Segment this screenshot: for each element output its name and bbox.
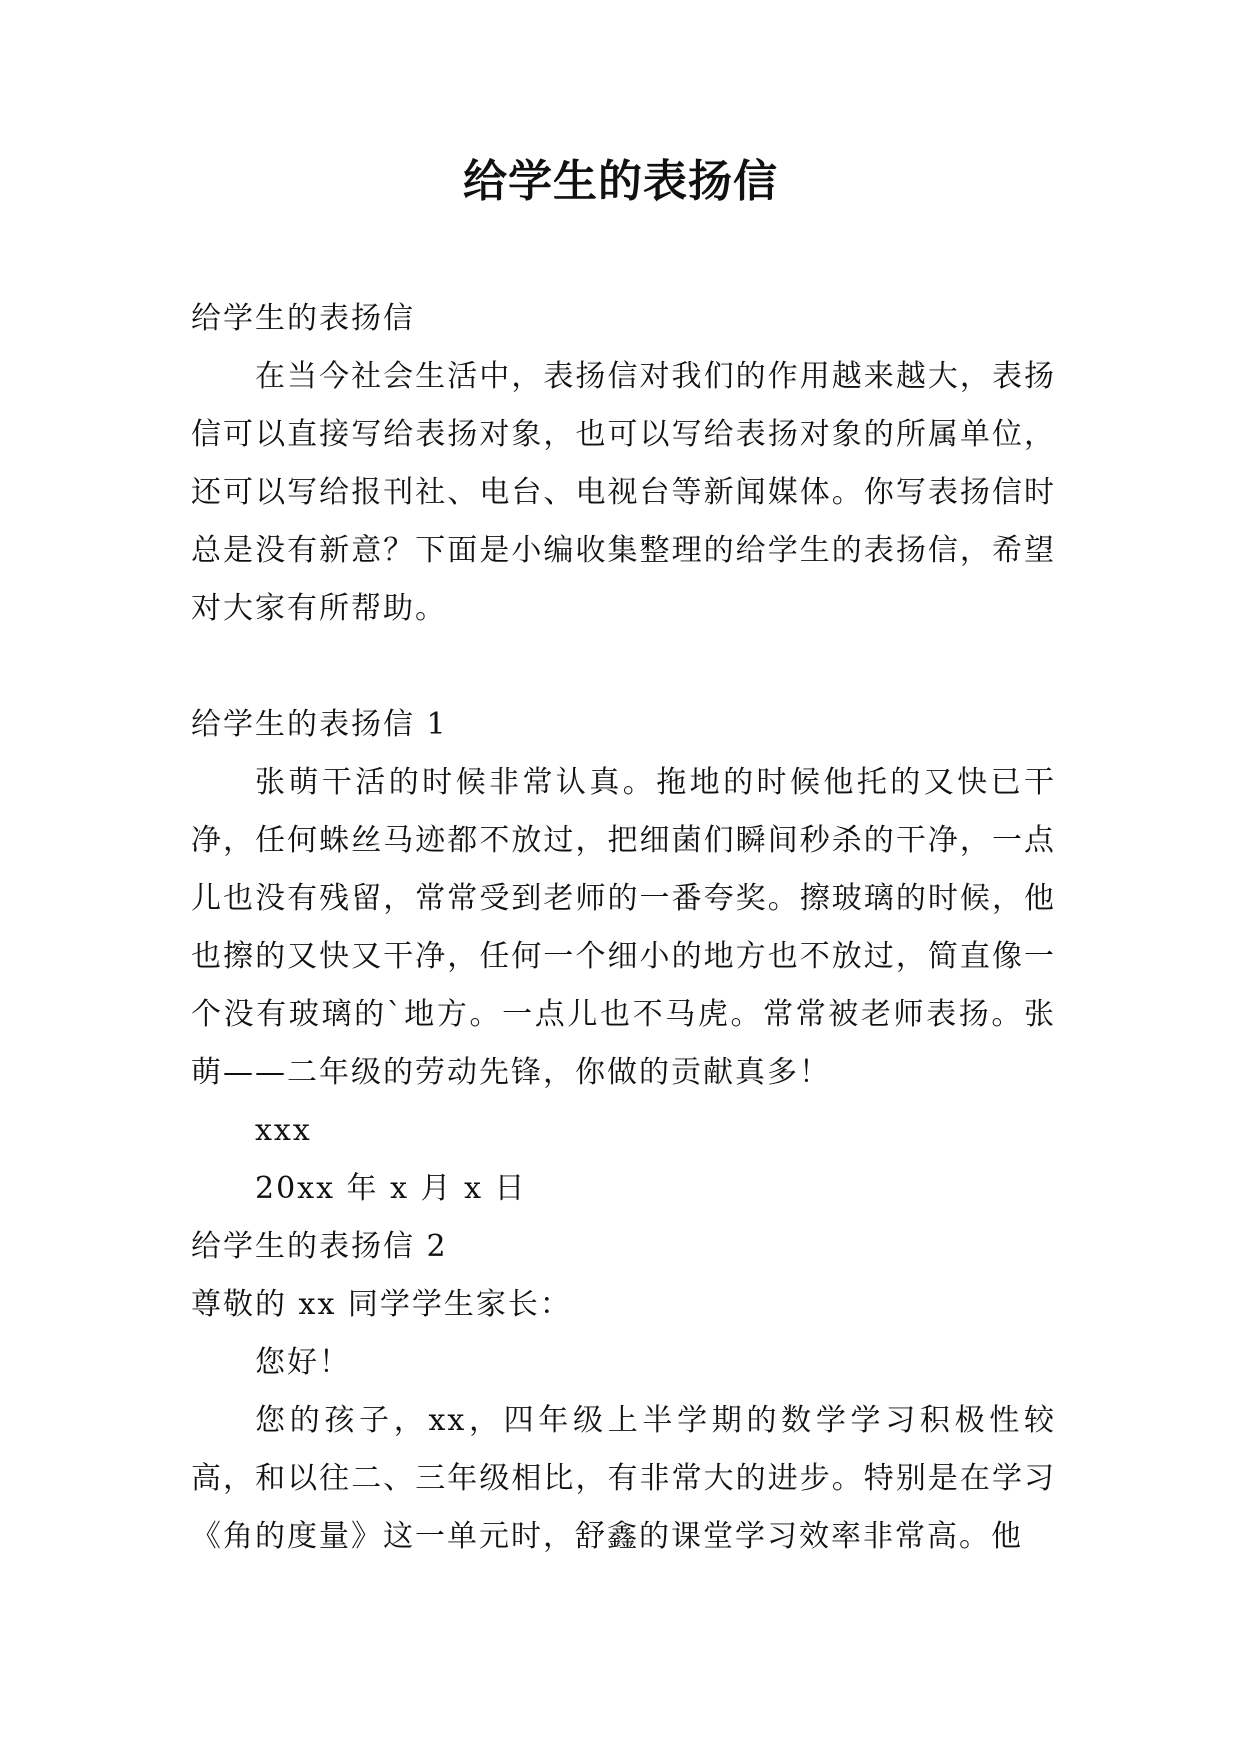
intro-paragraph: 在当今社会生活中，表扬信对我们的作用越来越大，表扬信可以直接写给表扬对象，也可以写给表扬对象的所属单位，还可以写给报刊社、电台、电视台等新闻媒体。你写表扬信时总是没有新意？下面是小编收集整理的给学生的表扬信，希望对大家有所帮助。 [191,359,1056,626]
document-title: 给学生的表扬信 [463,156,778,207]
document-body [191,290,1056,1566]
letter2-greeting: 您好！ [255,1345,351,1380]
section-spacer [191,638,1056,696]
letter2-salutation: 尊敬的 xx 同学学生家长： [191,1287,572,1322]
intro-heading: 给学生的表扬信 [191,301,415,336]
letter2-heading: 给学生的表扬信 2 [191,1229,448,1264]
letter1-heading: 给学生的表扬信 1 [191,707,448,742]
letter1-date: 20xx 年 x 月 x 日 [255,1171,527,1206]
letter2-body: 您的孩子，xx，四年级上半学期的数学学习积极性较高，和以往二、三年级相比，有非常大的进步。特别是在学习《角的度量》这一单元时，舒鑫的课堂学习效率非常高。他 [191,1403,1056,1554]
letter1-signature: xxx [255,1113,312,1148]
letter1-body: 张萌干活的时候非常认真。拖地的时候他托的又快已干净，任何蛛丝马迹都不放过，把细菌们瞬间秒杀的干净，一点儿也没有残留，常常受到老师的一番夸奖。擦玻璃的时候，他也擦的又快又干净，任何一个细小的地方也不放过，简直像一个没有玻璃的`地方。一点儿也不马虎。常常被老师表扬。张萌——二年级的劳动先锋，你做的贡献真多！ [191,765,1056,1090]
